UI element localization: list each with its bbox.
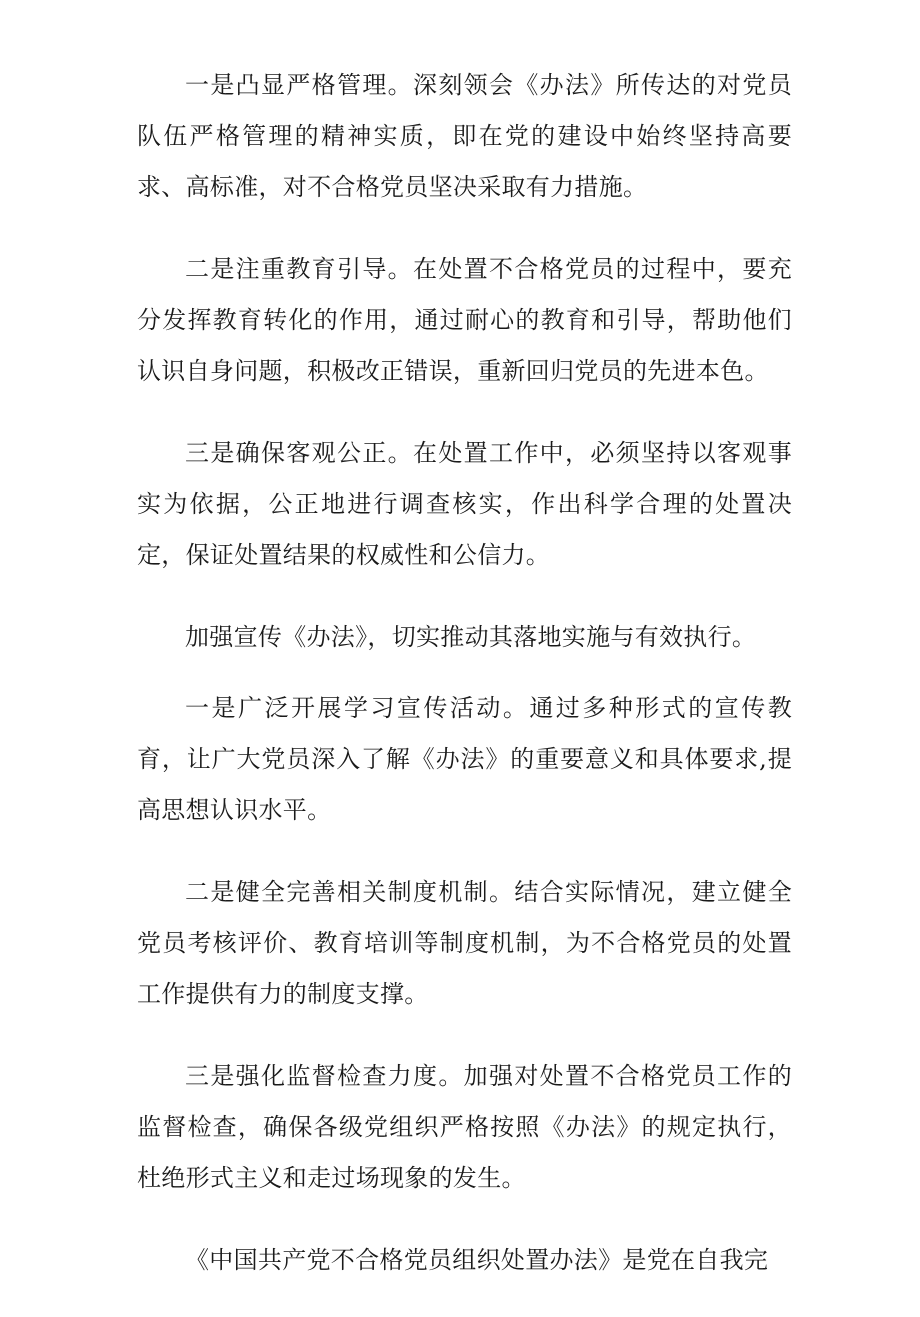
paragraph-objective-fairness: 三是确保客观公正。在处置工作中，必须坚持以客观事实为依据，公正地进行调查核实，作出科学合理的处置决定，保证处置结果的权威性和公信力。 bbox=[137, 439, 792, 569]
paragraph-conclusion-start: 《中国共产党不合格党员组织处置办法》是党在自我完 bbox=[185, 1246, 769, 1274]
paragraph-strict-management: 一是凸显严格管理。深刻领会《办法》所传达的对党员队伍严格管理的精神实质，即在党的建设中始终坚持高要求、高标准，对不合格党员坚决采取有力措施。 bbox=[137, 71, 792, 201]
paragraph-institutional-mechanisms: 二是健全完善相关制度机制。结合实际情况，建立健全党员考核评价、教育培训等制度机制，为不合格党员的处置工作提供有力的制度支撑。 bbox=[137, 878, 792, 1008]
document-body bbox=[137, 60, 792, 1317]
paragraph-publicity-heading: 加强宣传《办法》，切实推动其落地实施与有效执行。 bbox=[185, 623, 757, 651]
paragraph-supervision-inspection: 三是强化监督检查力度。加强对处置不合格党员工作的监督检查，确保各级党组织严格按照《办法》的规定执行，杜绝形式主义和走过场现象的发生。 bbox=[137, 1062, 792, 1192]
paragraph-education-guidance: 二是注重教育引导。在处置不合格党员的过程中，要充分发挥教育转化的作用，通过耐心的教育和引导，帮助他们认识自身问题，积极改正错误，重新回归党员的先进本色。 bbox=[137, 255, 792, 385]
paragraph-publicity-activities: 一是广泛开展学习宣传活动。通过多种形式的宣传教育，让广大党员深入了解《办法》的重要意义和具体要求,提高思想认识水平。 bbox=[137, 694, 792, 824]
